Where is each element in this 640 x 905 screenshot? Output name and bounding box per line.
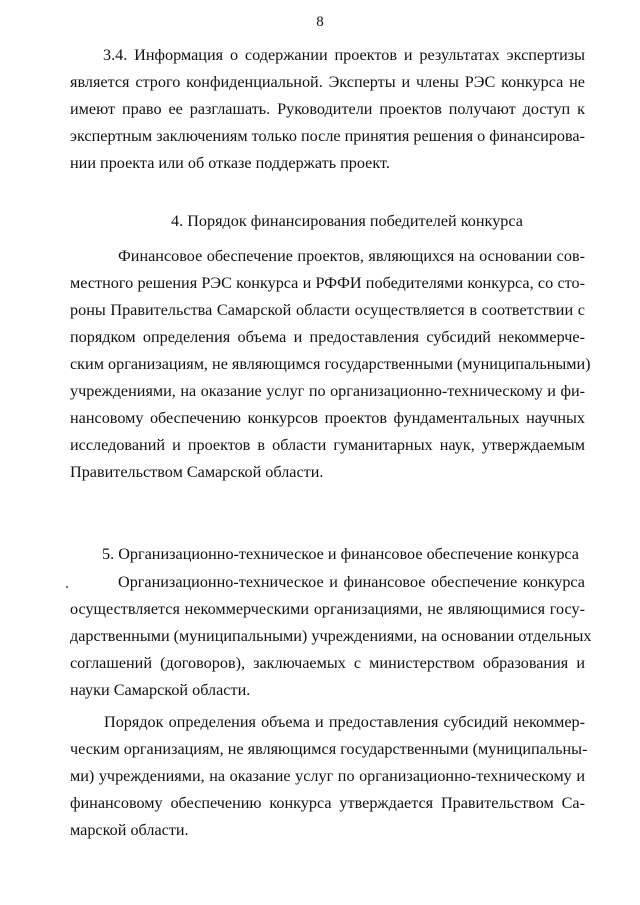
section-4-heading: 4. Порядок финансирования победителей конкурса bbox=[171, 212, 523, 230]
text-line: Правительством Самарской области. bbox=[70, 463, 324, 481]
text-line: ческим организациям, не являющимся государственными (муниципальны- bbox=[70, 740, 588, 758]
text-line: Организационно-техническое и финансовое обеспечение конкурса bbox=[118, 573, 585, 591]
text-line: экспертным заключениям только после принятия решения о финансирова- bbox=[70, 127, 585, 145]
scan-speck bbox=[66, 586, 68, 588]
text-line: является строго конфиденциальной. Эксперты и члены РЭС конкурса не bbox=[70, 73, 585, 91]
text-line: исследований и проектов в области гуманитарных наук, утверждаемым bbox=[70, 436, 585, 454]
text-line: дарственными (муниципальными) учреждениями, на основании отдельных bbox=[70, 627, 592, 645]
text-line: роны Правительства Самарской области осуществляется в соответствии с bbox=[70, 301, 585, 319]
text-line: Порядок определения объема и предоставления субсидий некоммер- bbox=[104, 713, 585, 731]
text-line: нансовому обеспечению конкурсов проектов фундаментальных научных bbox=[70, 409, 585, 427]
text-line: ским организациям, не являющимся государственными (муниципальными) bbox=[70, 355, 591, 373]
text-line: науки Самарской области. bbox=[70, 681, 251, 699]
text-line: ми) учреждениями, на оказание услуг по организационно-техническому и bbox=[70, 767, 585, 785]
text-line: имеют право ее разглашать. Руководители проектов получают доступ к bbox=[70, 100, 585, 118]
text-line: 3.4. Информация о содержании проектов и результатах экспертизы bbox=[103, 46, 585, 64]
text-line: соглашений (договоров), заключаемых с министерством образования и bbox=[70, 654, 585, 672]
text-line: местного решения РЭС конкурса и РФФИ победителями конкурса, со сто- bbox=[70, 274, 585, 292]
text-line: учреждениями, на оказание услуг по организационно-техническому и фи- bbox=[70, 382, 585, 400]
text-line: осуществляется некоммерческими организациями, не являющимися госу- bbox=[70, 600, 585, 618]
section-5-heading: 5. Организационно-техническое и финансовое обеспечение конкурса bbox=[102, 545, 579, 563]
text-line: нии проекта или об отказе поддержать проект. bbox=[70, 154, 390, 172]
page-number: 8 bbox=[316, 14, 324, 30]
text-line: марской области. bbox=[70, 821, 189, 839]
text-line: Финансовое обеспечение проектов, являющихся на основании сов- bbox=[118, 247, 585, 265]
text-line: финансовому обеспечению конкурса утверждается Правительством Са- bbox=[70, 794, 585, 812]
text-line: порядком определения объема и предоставления субсидий некоммерче- bbox=[70, 328, 585, 346]
